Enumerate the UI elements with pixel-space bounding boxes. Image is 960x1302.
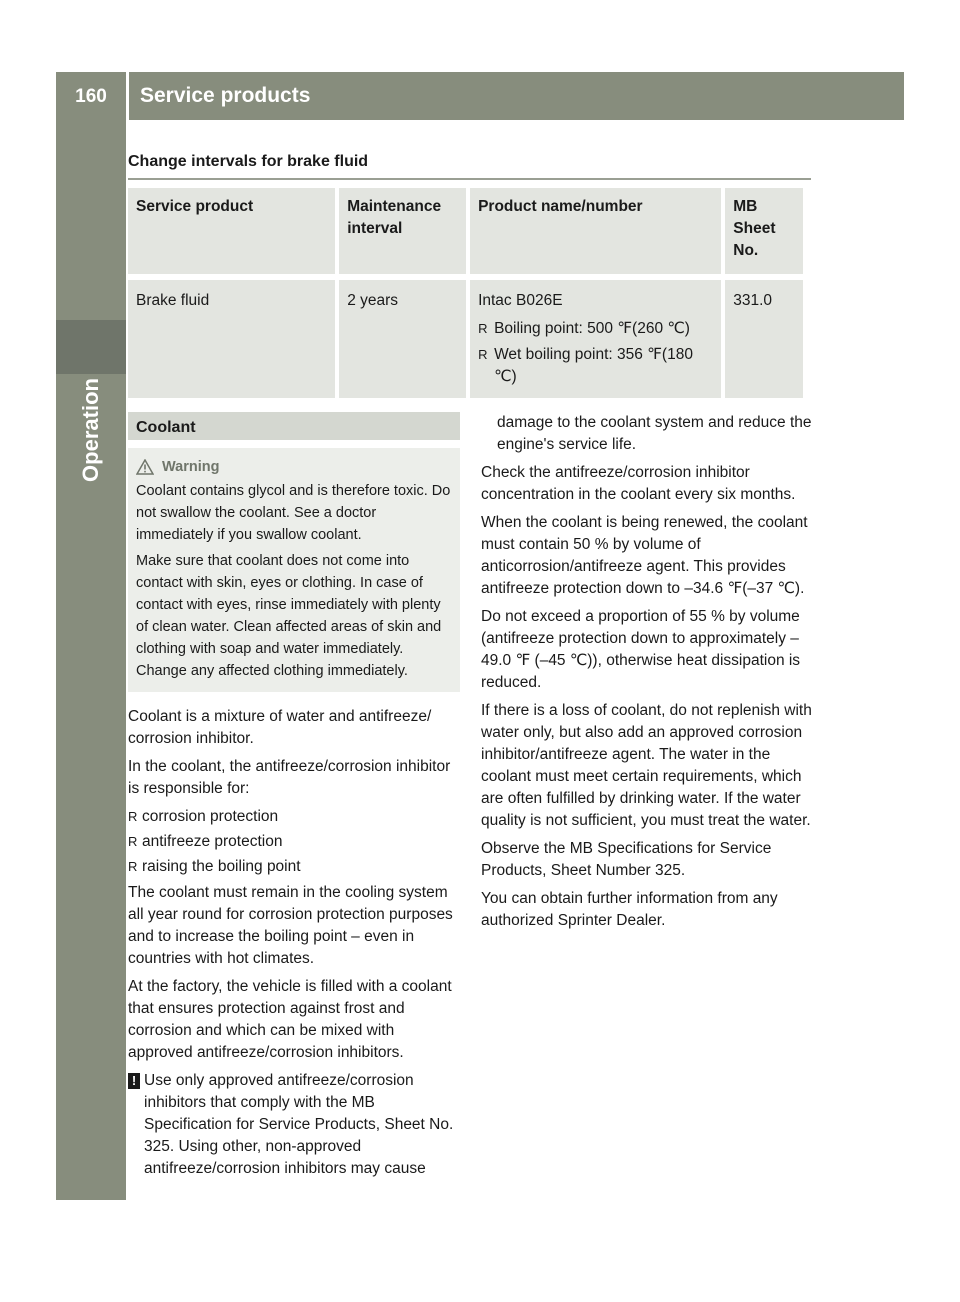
paragraph: The coolant must remain in the cooling system all year round for corrosion protection purposes and to increase the boiling point – even in countries with hot climates. (128, 884, 453, 967)
warning-title (136, 456, 452, 478)
column-header: MB Sheet No. (725, 188, 803, 274)
paragraph: Coolant is a mixture of water and antifreeze/ corrosion inhibitor. (128, 708, 432, 747)
table-row (128, 274, 803, 398)
side-tab-marker (56, 320, 126, 374)
column-header: Product name/number (470, 188, 721, 274)
paragraph: When the coolant is being renewed, the coolant must contain 50 % by volume of anticorrosion/antifreeze agent. This provides antifreeze protection down to –34.6 ℉(–37 ℃). (481, 514, 808, 597)
paragraph: Check the antifreeze/corrosion inhibitor concentration in the coolant every six months. (481, 464, 796, 503)
product-name: Intac B026E (478, 292, 563, 309)
list-item: R antifreeze protection (128, 831, 460, 853)
service-product-cell: Brake fluid (128, 274, 335, 398)
warning-icon (136, 459, 154, 475)
paragraph: Observe the MB Specifications for Service Products, Sheet Number 325. (481, 840, 772, 879)
header-divider (126, 72, 129, 120)
paragraph: In the coolant, the antifreeze/corrosion inhibitor is responsible for: (128, 758, 451, 797)
paragraph: If there is a loss of coolant, do not replenish with water only, but also add an approved corrosion inhibitor/antifreeze agent. The water in the coolant must meet certain requirements, which are often fulfilled by drinking water. If the water quality is not sufficient, you must treat the water. (481, 702, 812, 829)
section-rule (128, 178, 811, 180)
column-header: Service product (128, 188, 335, 274)
function-list (128, 806, 460, 878)
warning-text: Make sure that coolant does not come into contact with skin, eyes or clothing. In case of contact with eyes, rinse immediately with plenty of clean water. Clean affected areas of skin and clothing with soap and water immediately. Change any affected clothing immediately. (136, 553, 442, 679)
note-continuation: damage to the coolant system and reduce the engine's service life. (497, 414, 812, 453)
paragraph: At the factory, the vehicle is filled with a coolant that ensures protection against frost and corrosion and which can be mixed with approved antifreeze/corrosion inhibitors. (128, 978, 452, 1061)
note (128, 1070, 460, 1180)
warning-label: Warning (162, 459, 220, 475)
product-bullets (478, 318, 713, 388)
list-item: R Wet boiling point: 356 ℉(180 ℃) (478, 344, 713, 388)
left-column (128, 412, 460, 1186)
list-item: R Boiling point: 500 ℉(260 ℃) (478, 318, 713, 340)
side-tab-label: Operation (78, 378, 103, 482)
brake-fluid-table (124, 188, 807, 398)
product-name-cell (470, 274, 721, 398)
paragraph: Do not exceed a proportion of 55 % by volume (antifreeze protection down to approximately –49.0 ℉ (–45 ℃)), otherwise heat dissipation is reduced. (481, 608, 801, 691)
right-column (481, 412, 813, 938)
column-header: Maintenance interval (339, 188, 466, 274)
chapter-title: Service products (140, 84, 311, 107)
interval-cell: 2 years (339, 274, 466, 398)
list-item: R raising the boiling point (128, 856, 460, 878)
sheet-no-cell: 331.0 (725, 274, 803, 398)
paragraph: You can obtain further information from any authorized Sprinter Dealer. (481, 890, 778, 929)
table-header-row (128, 188, 803, 274)
side-tab (56, 120, 126, 1200)
page-number: 160 (75, 86, 107, 107)
warning-box (128, 448, 460, 692)
list-item: R corrosion protection (128, 806, 460, 828)
warning-text: Coolant contains glycol and is therefore toxic. Do not swallow the coolant. See a doctor immediately if you swallow coolant. (136, 483, 451, 543)
note-text: Use only approved antifreeze/corrosion inhibitors that comply with the MB Specification for Service Products, Sheet No. 325. Using other, non-approved antifreeze/corrosion inhibitors may cause (144, 1072, 454, 1177)
exclamation-icon: ! (128, 1073, 140, 1089)
coolant-heading: Coolant (128, 412, 460, 440)
brake-fluid-title: Change intervals for brake fluid (128, 153, 369, 170)
